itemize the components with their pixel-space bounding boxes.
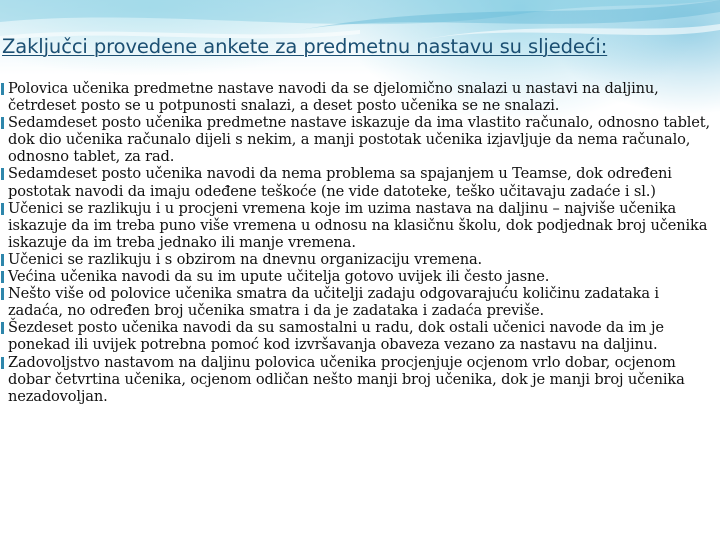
list-item: [0, 268, 712, 285]
bullet-marker: [1, 322, 4, 334]
list-item-text: Zadovoljstvo nastavom na daljinu polovica učenika procjenjuje ocjenom vrlo dobar, ocjenom dobar četvrtina učenika, ocjenom odličan nešto manji broj učenika, dok je manji broj učenika nezadovoljan.: [8, 353, 685, 405]
list-item-text: Nešto više od polovice učenika smatra da učitelji zadaju odgovarajuću količinu zadataka i zadaća, no određen broj učenika smatra i da je zadataka i zadaća previše.: [8, 285, 659, 320]
bullet-marker: [1, 203, 4, 215]
list-item: [0, 200, 712, 251]
bullet-marker: [1, 357, 4, 369]
list-item: [0, 165, 712, 199]
list-item-text: Polovica učenika predmetne nastave navodi da se djelomično snalazi u nastavi na daljinu, četrdeset posto se u potpunosti snalazi, a deset posto učenika se ne snalazi.: [8, 80, 659, 115]
bullet-marker: [1, 168, 4, 180]
bullet-marker: [1, 271, 4, 283]
list-item-text: Sedamdeset posto učenika navodi da nema problema sa spajanjem u Teamse, dok određeni postotak navodi da imaju odeđene teškoće (ne vide datoteke, teško učitavaju zadaće i sl.): [8, 165, 672, 200]
list-item: [0, 114, 712, 165]
list-item: [0, 251, 712, 268]
slide-title: Zaključci provedene ankete za predmetnu nastavu su sljedeći:: [2, 35, 608, 58]
list-item: [0, 80, 712, 114]
list-item: [0, 319, 712, 353]
bullet-marker: [1, 83, 4, 95]
list-item-text: Učenici se razlikuju i u procjeni vremena koje im uzima nastava na daljinu – najviše učenika iskazuje da im treba puno više vremena u odnosu na klasičnu školu, dok podjednak broj učenika iskazuje da im treba jednako ili manje vremena.: [8, 199, 708, 251]
list-item-text: Sedamdeset posto učenika predmetne nastave iskazuje da ima vlastito računalo, odnosno tablet, dok dio učenika računalo dijeli s nekim, a manji postotak učenika izjavljuje da nema računalo, odnosno tablet, za rad.: [8, 114, 710, 166]
list-item-text: Učenici se razlikuju i s obzirom na dnevnu organizaciju vremena.: [8, 250, 483, 268]
bullet-marker: [1, 288, 4, 300]
list-item: [0, 285, 712, 319]
list-item-text: Većina učenika navodi da su im upute učitelja gotovo uvijek ili često jasne.: [8, 268, 550, 286]
list-item-text: Šezdeset posto učenika navodi da su samostalni u radu, dok ostali učenici navode da im je ponekad ili uvijek potrebna pomoć kod izvršavanja obaveza vezano za nastavu na daljinu.: [8, 319, 664, 354]
bullet-marker: [1, 117, 4, 129]
bullet-marker: [1, 254, 4, 266]
list-item: [0, 354, 712, 405]
conclusions-list: [0, 80, 712, 405]
